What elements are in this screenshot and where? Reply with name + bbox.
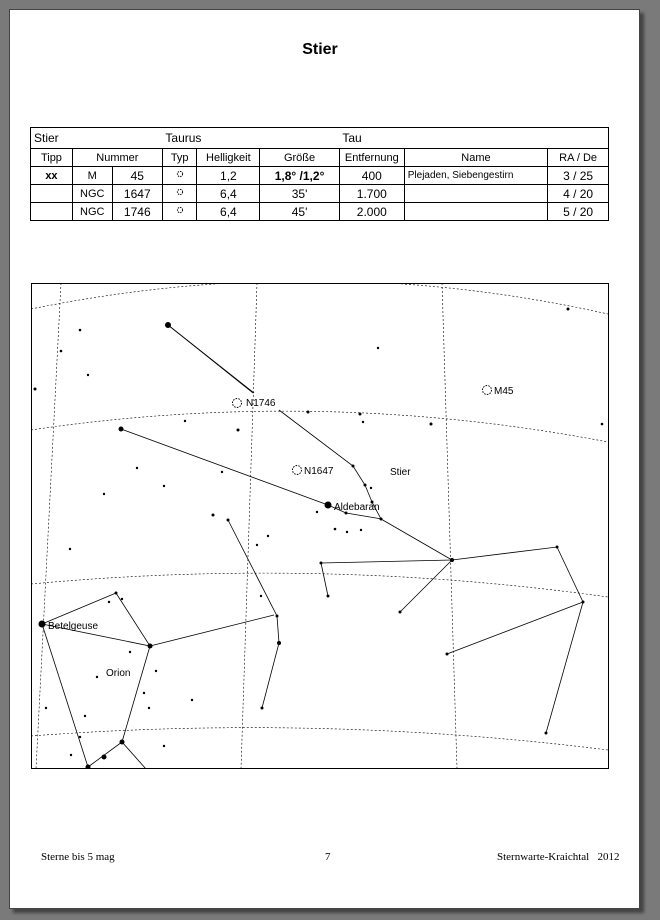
constellation-abbrev: Tau <box>339 128 608 149</box>
cell-distance: 2.000 <box>339 203 404 221</box>
label-betelgeuse: Betelgeuse <box>48 621 99 632</box>
cell-size: 45' <box>260 203 340 221</box>
cell-name <box>404 203 547 221</box>
col-tipp: Tipp <box>31 149 73 167</box>
label-orion: Orion <box>106 668 131 679</box>
table-title-row <box>31 128 609 149</box>
label-m45: M45 <box>494 386 514 397</box>
footer-left: Sterne bis 5 mag <box>41 851 115 863</box>
cell-size: 1,8° /1,2° <box>260 167 340 185</box>
col-groesse: Größe <box>260 149 340 167</box>
star <box>120 740 125 745</box>
col-ra-de: RA / De <box>548 149 609 167</box>
label-stier: Stier <box>390 467 411 478</box>
col-entfernung: Entfernung <box>339 149 404 167</box>
open-cluster-icon <box>175 169 185 179</box>
cell-ra-de: 5 / 20 <box>548 203 609 221</box>
cell-size: 35' <box>260 185 340 203</box>
footer-right: Sternwarte-Kraichtal 2012 <box>497 851 620 863</box>
label-n1746: N1746 <box>246 398 276 409</box>
constellation-german: Stier <box>31 128 163 149</box>
cell-tipp <box>31 185 73 203</box>
cell-distance: 400 <box>339 167 404 185</box>
table-row <box>31 167 609 185</box>
star <box>450 558 454 562</box>
cell-typ <box>162 185 197 203</box>
star <box>148 644 153 649</box>
page-title: Stier <box>302 41 338 58</box>
open-cluster-icon <box>175 205 185 215</box>
star <box>119 427 124 432</box>
cell-catalog: NGC <box>72 203 112 221</box>
star-chart <box>31 282 619 770</box>
cell-number: 1647 <box>112 185 162 203</box>
cell-magnitude: 1,2 <box>197 167 260 185</box>
constellation-latin: Taurus <box>162 128 339 149</box>
cell-number: 45 <box>112 167 162 185</box>
page-number: 7 <box>325 851 331 863</box>
cell-distance: 1.700 <box>339 185 404 203</box>
table-header-row <box>31 149 609 167</box>
label-aldebaran: Aldebaran <box>334 502 380 513</box>
star <box>165 322 171 328</box>
cell-number: 1746 <box>112 203 162 221</box>
chart-frame <box>32 284 609 769</box>
cell-tipp <box>31 203 73 221</box>
cell-magnitude: 6,4 <box>197 203 260 221</box>
open-cluster-icon <box>175 187 185 197</box>
object-table <box>30 127 609 221</box>
star <box>102 755 107 760</box>
star <box>277 641 281 645</box>
cell-ra-de: 3 / 25 <box>548 167 609 185</box>
col-helligkeit: Helligkeit <box>197 149 260 167</box>
betelgeuse-star <box>39 621 46 628</box>
table-row <box>31 203 609 221</box>
cell-magnitude: 6,4 <box>197 185 260 203</box>
cell-typ <box>162 203 197 221</box>
cell-catalog: NGC <box>72 185 112 203</box>
col-typ: Typ <box>162 149 197 167</box>
cell-catalog: M <box>72 167 112 185</box>
label-n1647: N1647 <box>304 466 334 477</box>
cell-name: Plejaden, Siebengestirn <box>404 167 547 185</box>
cell-ra-de: 4 / 20 <box>548 185 609 203</box>
cell-tipp: xx <box>31 167 73 185</box>
aldebaran-star <box>325 502 332 509</box>
col-nummer: Nummer <box>72 149 162 167</box>
cell-typ <box>162 167 197 185</box>
star <box>86 765 91 770</box>
table-row <box>31 185 609 203</box>
col-name: Name <box>404 149 547 167</box>
cell-name <box>404 185 547 203</box>
